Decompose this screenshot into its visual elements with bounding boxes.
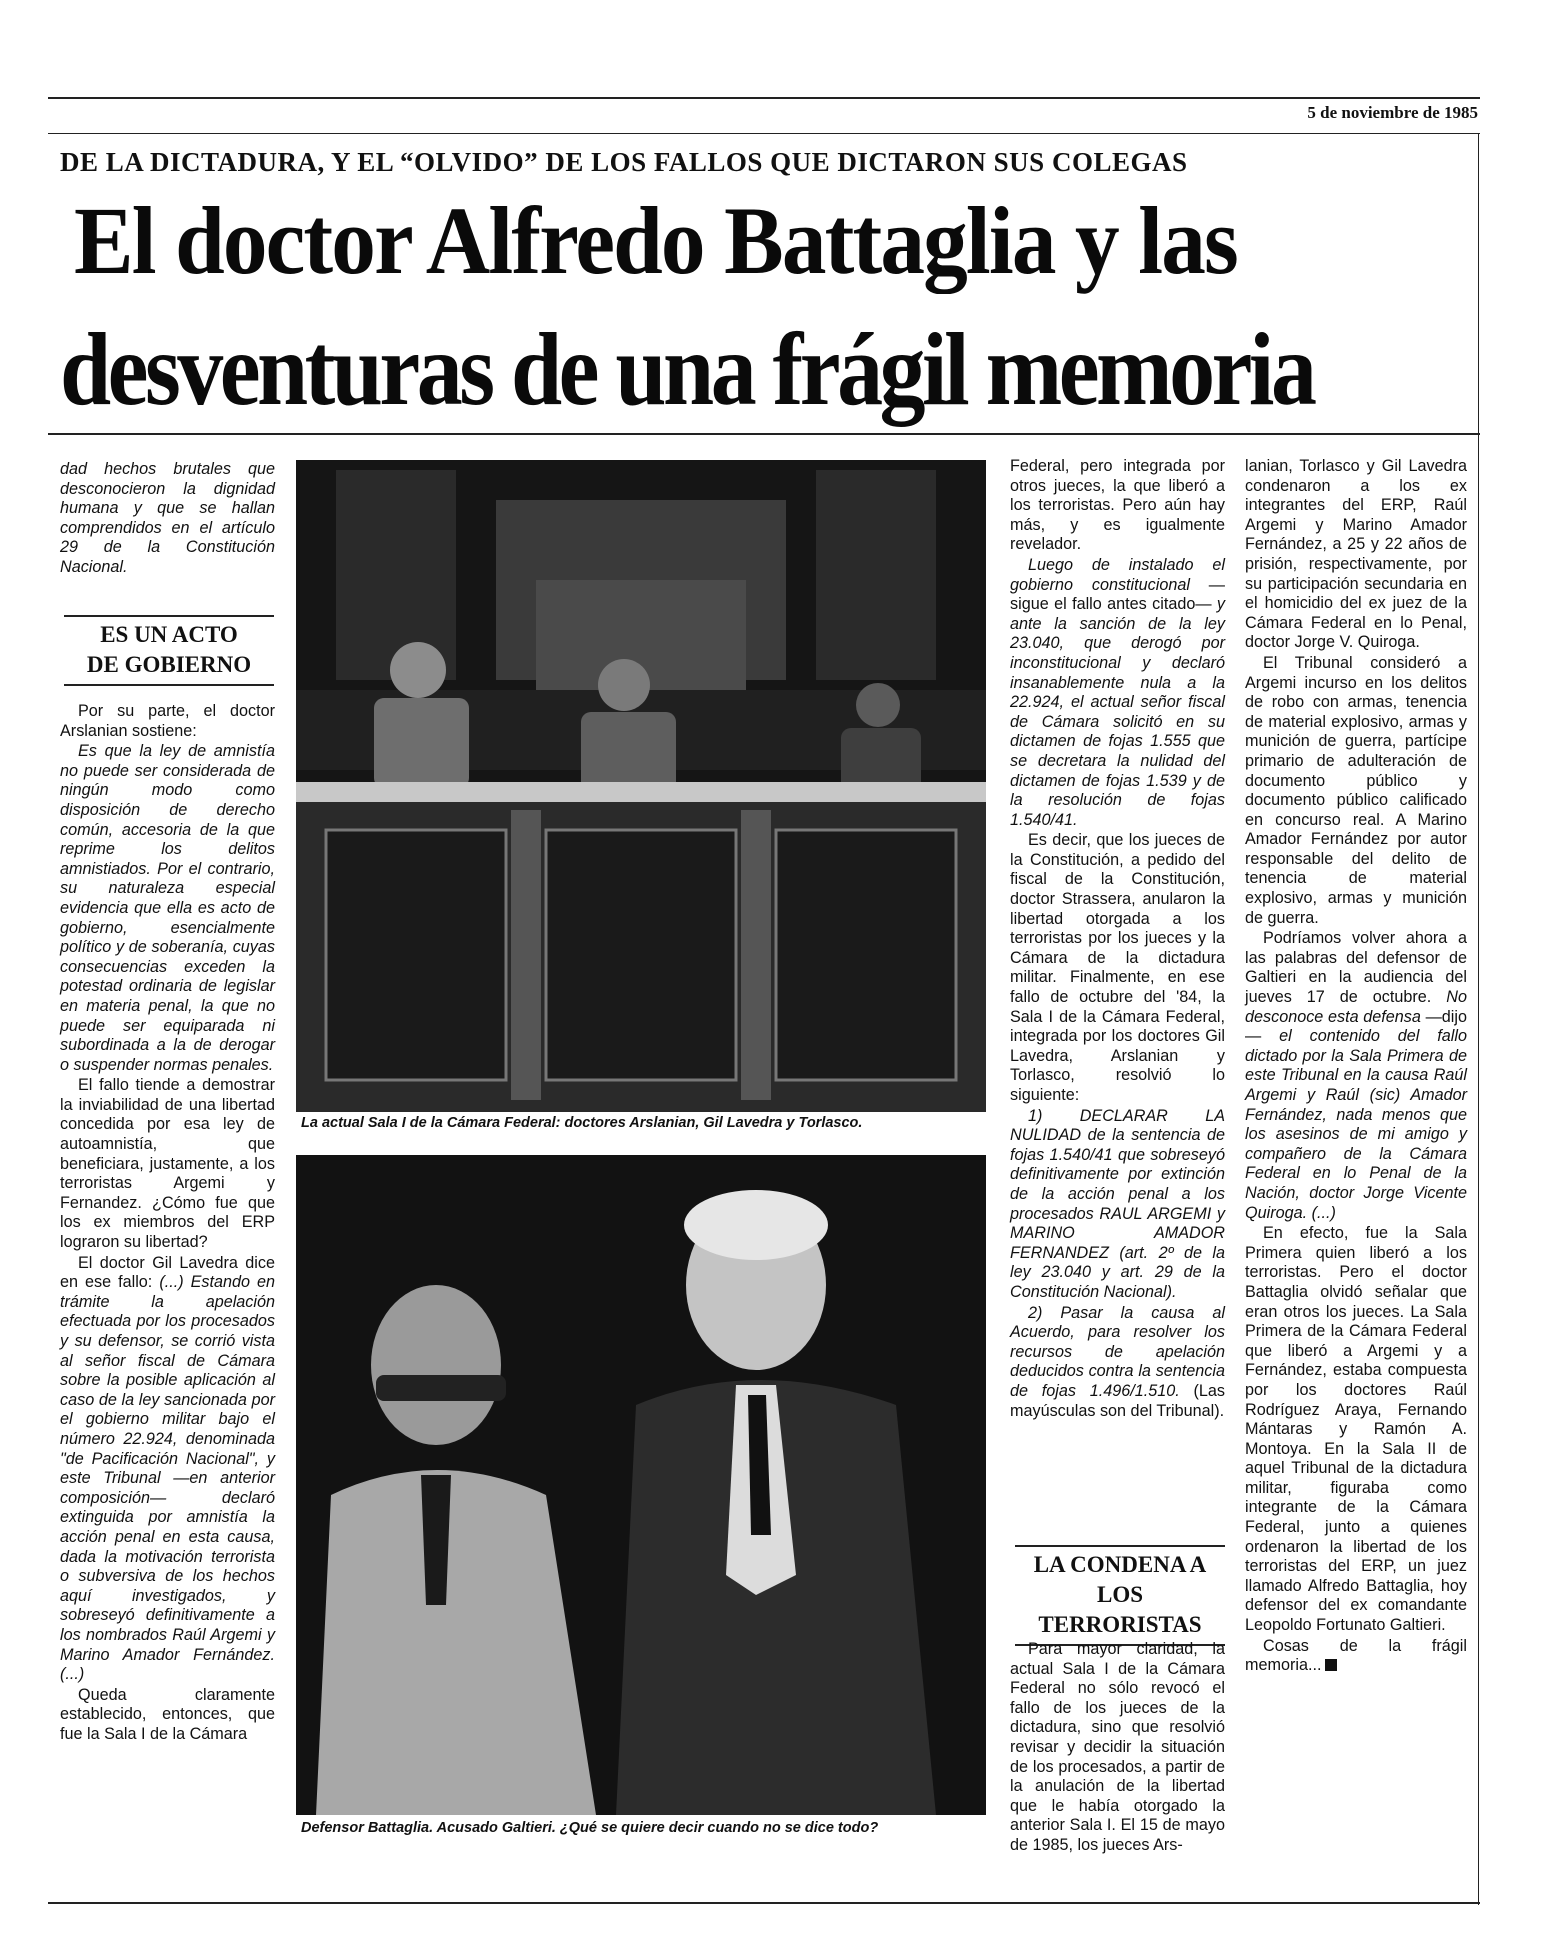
headline-line-2: desventuras de una frágil memoria	[60, 312, 1314, 427]
col4-paragraph	[1245, 929, 1467, 1223]
col4-text: Podríamos volver ahora a las palabras del defensor de Galtieri en la audiencia del jueves 17 de octubre.	[1245, 929, 1467, 1007]
end-mark-icon	[1325, 1659, 1337, 1671]
top-rule	[48, 97, 1480, 99]
col4-paragraph	[1245, 1637, 1467, 1676]
date-rule	[48, 133, 1480, 134]
portrait-illustration	[296, 1155, 986, 1815]
col1-intro: dad hechos brutales que desconocieron la dignidad humana y que se hallan comprendidos en el artículo 29 de la Constitución Nacional.	[60, 460, 275, 576]
headline-rule	[48, 433, 1480, 435]
col1-quote: (...) Estando en trámite la apelación efectuada por los procesados y su defensor, se corrió vista al señor fiscal de Cámara sobre la posible aplicación al caso de la ley sancionada por el gobierno militar bajo el número 22.924, denominada "de Pacificación Nacional", y este Tribunal —en anterior composición— declaró extinguida por amnistía la acción penal en esta causa, dada la motivación terrorista o subversiva de los hechos aquí investigados, y sobreseyó definitivamente a los nombrados Raúl Argemi y Marino Amador Fernández. (...)	[60, 1273, 275, 1684]
col3-quote: 2) Pasar la causa al Acuerdo, para resolver los recursos de apelación deducidos contra la sentencia de fojas 1.496/1.510.	[1010, 1303, 1225, 1400]
col3-paragraph: 1) DECLARAR LA NULIDAD de la sentencia de fojas 1.540/41 que sobreseyó definitivamente por extinción de la acción penal a los procesados RAUL ARGEMI y MARINO AMADOR FERNANDEZ (art. 2º de la ley 23.040 y art. 29 de la Constitución Nacional).	[1010, 1106, 1225, 1301]
courtroom-illustration	[296, 460, 986, 1112]
col3-paragraph: Federal, pero integrada por otros jueces, la que liberó a los terroristas. Pero aún hay más, y es igualmente revelador.	[1010, 457, 1225, 554]
subhead-acto-line-2: DE GOBIERNO	[86, 652, 252, 677]
col4-quote: el contenido del fallo dictado por la Sala Primera de este Tribunal en la causa Raúl Argemi y Raúl (sic) Amador Fernández, nada menos que los asesinos de mi amigo y compañero de la Cámara Federal en lo Penal de la Nación, doctor Jorge Vicente Quiroga. (...)	[1245, 1027, 1468, 1222]
col4-paragraph: lanian, Torlasco y Gil Lavedra condenaron a los ex integrantes del ERP, Raúl Argemi y Marino Amador Fernández, a 25 y 22 años de prisión, respectivamente, por su participación secundaria en el homicidio del ex juez de la Cámara Federal en lo Penal, doctor Jorge V. Quiroga.	[1245, 457, 1467, 652]
col4-paragraph: El Tribunal consideró a Argemi incurso en los delitos de robo con armas, tenencia de material explosivo, armas y munición de guerra, partícipe primario de adulteración de documento público y documento público calificado en concurso real. A Marino Amador Fernández por autor responsable del delito de tenencia de material explosivo, armas y munición de guerra.	[1245, 653, 1467, 927]
photo-battaglia-galtieri	[296, 1155, 986, 1815]
col3-paragraph: Es decir, que los jueces de la Constitución, a pedido del fiscal de la Constitución, doctor Strassera, anularon la libertad otorgada a los terroristas por los jueces y la Cámara de la dictadura militar. Finalmente, en ese fallo de octubre del '84, la Sala I de la Cámara Federal, integrada por los doctores Gil Lavedra, Arslanian y Torlasco, resolvió lo siguiente:	[1010, 831, 1225, 1104]
col4-text: —dijo—	[1245, 1007, 1467, 1046]
subhead-condena-line-1: LA CONDENA A	[1033, 1552, 1207, 1577]
column-3-body	[1010, 457, 1225, 1422]
col1-paragraph: Por su parte, el doctor Arslanian sostiene:	[60, 702, 275, 740]
col3-quote: y ante la sanción de la ley 23.040, que derogó por inconstitucional y declaró insanablemente nula a la 22.924, el actual señor fiscal de Cámara solicitó en su dictamen de fojas 1.555 que se decretara la nulidad del dictamen de fojas 1.539 y de la resolución de fojas 1.540/41.	[1010, 595, 1225, 829]
col3-quote: Luego de instalado el gobierno constitucional	[1010, 555, 1225, 594]
photo-courtroom-caption: La actual Sala I de la Cámara Federal: doctores Arslanian, Gil Lavedra y Torlasco.	[301, 1115, 863, 1131]
headline-line-1: El doctor Alfredo Battaglia y las	[74, 187, 1237, 294]
publication-date: 5 de noviembre de 1985	[1307, 103, 1478, 122]
column-1-top	[60, 460, 275, 579]
photo-battaglia-caption: Defensor Battaglia. Acusado Galtieri. ¿Qué se quiere decir cuando no se dice todo?	[301, 1820, 879, 1836]
col4-closing: Cosas de la frágil memoria...	[1245, 1636, 1467, 1675]
col3-paragraph	[1010, 556, 1225, 830]
col3-paragraph	[1010, 1304, 1225, 1422]
subhead-condena-line-2: LOS TERRORISTAS	[1038, 1582, 1202, 1637]
frame-right	[1478, 133, 1479, 1905]
col1-paragraph: Queda claramente establecido, entonces, que fue la Sala I de la Cámara	[60, 1685, 275, 1743]
col3-text: —sigue el fallo antes citado—	[1010, 575, 1225, 614]
column-4-body	[1245, 457, 1467, 1677]
col1-text: El doctor Gil Lavedra dice en ese fallo:	[60, 1253, 275, 1292]
col1-paragraph	[60, 1254, 275, 1685]
col3-paragraph: Para mayor claridad, la actual Sala I de la Cámara Federal no sólo revocó el fallo de los jueces de la dictadura, sino que resolvió revisar y decidir la situación de los procesados, a partir de la anulación de la libertad que le había otorgado la anterior Sala I. El 15 de mayo de 1985, los jueces Ars-	[1010, 1640, 1225, 1854]
subhead-acto-line-1: ES UN ACTO	[100, 622, 238, 647]
col1-paragraph: Es que la ley de amnistía no puede ser considerada de ningún modo como disposición de derecho común, accesoria de la que reprime los delitos amnistiados. Por el contrario, su naturaleza especial evidencia que ella es acto de gobierno, esencialmente político y de soberanía, cuyas consecuencias exceden la potestad ordinaria de legislar en materia penal, la que no puede ser equiparada ni subordinada a la de derogar o suspender normas penales.	[60, 742, 275, 1074]
subhead-la-condena	[1015, 1545, 1225, 1646]
column-3-bottom	[1010, 1640, 1225, 1857]
col3-text: (Las mayúsculas son del Tribunal).	[1010, 1381, 1225, 1420]
subhead-acto-de-gobierno	[64, 615, 274, 686]
bottom-rule	[48, 1902, 1480, 1904]
kicker: DE LA DICTADURA, Y EL “OLVIDO” DE LOS FALLOS QUE DICTARON SUS COLEGAS	[60, 147, 1188, 177]
column-1-body	[60, 702, 275, 1745]
col4-quote: No desconoce esta defensa	[1245, 988, 1467, 1026]
col1-paragraph: El fallo tiende a demostrar la inviabilidad de una libertad concedida por esa ley de autoamnistía, que beneficiara, justamente, a los terroristas Argemi y Fernandez. ¿Cómo fue que los ex miembros del ERP lograron su libertad?	[60, 1076, 275, 1252]
col4-paragraph: En efecto, fue la Sala Primera quien liberó a los terroristas. Pero el doctor Battaglia olvidó señalar que eran otros los jueces. La Sala Primera de la Cámara Federal que liberó a Argemi y a Fernández, estaba compuesta por los doctores Raúl Rodríguez Araya, Fernando Mántaras y Ramón A. Montoya. En la Sala II de aquel Tribunal de la dictadura militar, figuraba como integrante de la Cámara Federal, junto a quienes ordenaron la libertad de los terroristas del ERP, un juez llamado Alfredo Battaglia, hoy defensor del ex comandante Leopoldo Fortunato Galtieri.	[1245, 1224, 1467, 1635]
photo-courtroom	[296, 460, 986, 1112]
